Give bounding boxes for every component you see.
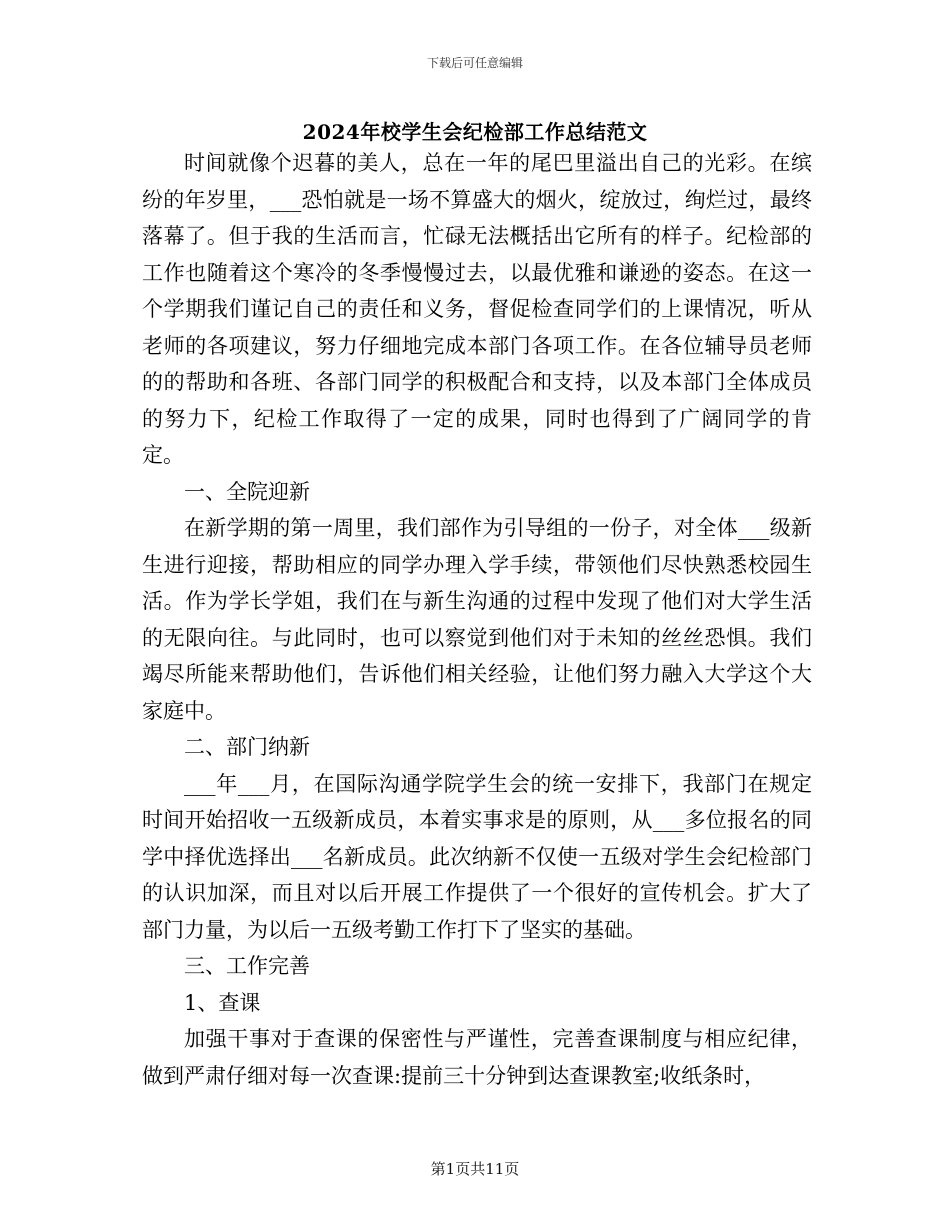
section-heading-improvement: 三、工作完善 — [184, 954, 310, 978]
class-check-paragraph: 加强干事对于查课的保密性与严谨性，完善查课制度与相应纪律，做到严肃仔细对每一次查课:提前三十分钟到达查课教室;收纸条时， — [142, 1027, 812, 1088]
subsection-heading-class-check: 1、查课 — [184, 990, 261, 1015]
header-note: 下载后可任意编辑 — [426, 56, 523, 70]
page-number: 第1页共11页 — [430, 1160, 520, 1178]
section-heading-welcome: 一、全院迎新 — [184, 479, 310, 504]
document-body — [142, 145, 812, 1094]
document-title: 2024年校学生会纪检部工作总结范文 — [302, 120, 648, 144]
welcome-paragraph: 在新学期的第一周里，我们部作为引导组的一份子，对全体___级新生进行迎接，帮助相应的同学办理入学手续，带领他们尽快熟悉校园生活。作为学长学姐，我们在与新生沟通的过程中发现了他们对大学生活的无限向往。与此同时，也可以察觉到他们对于未知的丝丝恐惧。我们竭尽所能来帮助他们，告诉他们相关经验，让他们努力融入大学这个大家庭中。 — [142, 516, 812, 723]
section-heading-recruitment: 二、部门纳新 — [184, 735, 310, 759]
intro-paragraph: 时间就像个迟暮的美人，总在一年的尾巴里溢出自己的光彩。在缤纷的年岁里，___恐怕就是一场不算盛大的烟火，绽放过，绚烂过，最终落幕了。但于我的生活而言，忙碌无法概括出它所有的样子。纪检部的工作也随着这个寒冷的冬季慢慢过去，以最优雅和谦逊的姿态。在这一个学期我们谨记自己的责任和义务，督促检查同学们的上课情况，听从老师的各项建议，努力仔细地完成本部门各项工作。在各位辅导员老师的的帮助和各班、各部门同学的积极配合和支持，以及本部门全体成员的努力下，纪检工作取得了一定的成果，同时也得到了广阔同学的肯定。 — [142, 151, 812, 467]
recruitment-paragraph: ___年___月，在国际沟通学院学生会的统一安排下，我部门在规定时间开始招收一五级新成员，本着实事求是的原则，从___多位报名的同学中择优选择出___名新成员。此次纳新不仅使一五级对学生会纪检部门的认识加深，而且对以后开展工作提供了一个很好的宣传机会。扩大了部门力量，为以后一五级考勤工作打下了坚实的基础。 — [142, 771, 812, 942]
